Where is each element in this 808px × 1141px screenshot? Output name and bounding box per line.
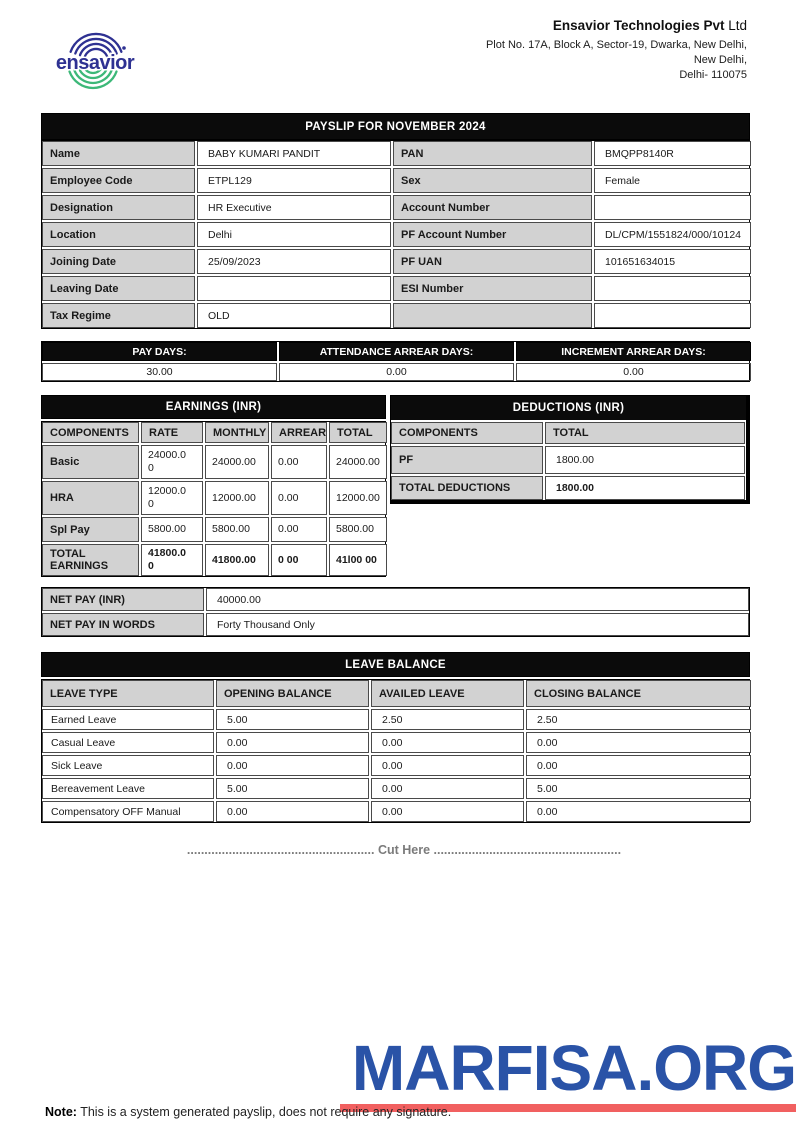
total-earnings-total: 41l00 00 — [329, 544, 387, 576]
field-label: PF UAN — [393, 249, 592, 274]
leave-type: Compensatory OFF Manual — [42, 801, 214, 822]
total-earnings-arrear: 0 00 — [271, 544, 327, 576]
column-header: COMPONENTS — [391, 422, 543, 444]
total-earnings-label: TOTAL EARNINGS — [42, 544, 139, 576]
field-value: BMQPP8140R — [594, 141, 751, 166]
watermark-text: MARFISA.ORG — [351, 1032, 796, 1104]
field-label: Leaving Date — [42, 276, 195, 301]
field-label: Employee Code — [42, 168, 195, 193]
address-line: New Delhi, — [693, 54, 747, 66]
address-line: Plot No. 17A, Block A, Sector-19, Dwarka, New Delhi, — [485, 39, 747, 51]
net-pay-label: NET PAY (INR) — [42, 588, 204, 611]
field-value: ETPL129 — [197, 168, 391, 193]
component-name: Basic — [42, 445, 139, 479]
field-label: Joining Date — [42, 249, 195, 274]
monthly-value: 12000.00 — [205, 481, 269, 515]
cut-here-dots-left: ...................................................... — [186, 843, 375, 857]
logo-text: ensavior — [55, 52, 135, 74]
opening-balance: 0.00 — [216, 755, 369, 776]
pay-days-table — [41, 341, 750, 382]
address-line: Delhi- 110075 — [679, 69, 747, 81]
company-name-main: Ensavior Technologies Pvt — [552, 18, 725, 33]
company-name — [486, 18, 747, 33]
logo-dot — [122, 46, 126, 50]
field-value: 101651634015 — [594, 249, 751, 274]
field-label: Designation — [42, 195, 195, 220]
field-label: ESI Number — [393, 276, 592, 301]
field-label: Account Number — [393, 195, 592, 220]
leave-type: Sick Leave — [42, 755, 214, 776]
total-deductions-value: 1800.00 — [545, 476, 745, 500]
availed-leave: 0.00 — [371, 732, 524, 753]
closing-balance: 0.00 — [526, 732, 751, 753]
field-value: HR Executive — [197, 195, 391, 220]
pay-days-value: 30.00 — [42, 363, 277, 381]
column-header: TOTAL — [545, 422, 745, 444]
employee-info-table — [41, 140, 750, 329]
column-header: MONTHLY — [205, 422, 269, 443]
field-value: 25/09/2023 — [197, 249, 391, 274]
field-value — [594, 303, 751, 328]
field-value — [197, 276, 391, 301]
component-name: PF — [391, 446, 543, 474]
total-earnings-rate: 41800.00 — [141, 544, 203, 576]
leave-type: Earned Leave — [42, 709, 214, 730]
cut-here-line — [0, 843, 808, 857]
cut-here-dots-right: ...................................................... — [433, 843, 622, 857]
rate-value: 12000.00 — [141, 481, 203, 515]
deductions-grid — [391, 422, 746, 500]
earnings-grid — [41, 421, 386, 577]
field-label: PF Account Number — [393, 222, 592, 247]
attendance-arrear-value: 0.00 — [279, 363, 514, 381]
field-value: Delhi — [197, 222, 391, 247]
field-value: Female — [594, 168, 751, 193]
attendance-arrear-header: ATTENDANCE ARREAR DAYS: — [279, 342, 514, 361]
field-label: PAN — [393, 141, 592, 166]
note-prefix: Note: — [45, 1105, 77, 1119]
field-label: Location — [42, 222, 195, 247]
footer-note — [45, 1105, 451, 1119]
component-name: Spl Pay — [42, 517, 139, 542]
field-label: Sex — [393, 168, 592, 193]
leave-type: Bereavement Leave — [42, 778, 214, 799]
total-earnings-monthly: 41800.00 — [205, 544, 269, 576]
arrear-value: 0.00 — [271, 445, 327, 479]
closing-balance: 0.00 — [526, 755, 751, 776]
company-name-suffix: Ltd — [724, 18, 747, 33]
net-pay-value: 40000.00 — [206, 588, 749, 611]
column-header: TOTAL — [329, 422, 387, 443]
field-label — [393, 303, 592, 328]
deduction-total: 1800.00 — [545, 446, 745, 474]
availed-leave: 0.00 — [371, 755, 524, 776]
leave-balance-table — [41, 652, 750, 823]
leave-balance-title: LEAVE BALANCE — [41, 652, 750, 677]
arrear-value: 0.00 — [271, 481, 327, 515]
company-header — [486, 18, 747, 83]
pay-days-header: PAY DAYS: — [42, 342, 277, 361]
net-pay-words-label: NET PAY IN WORDS — [42, 613, 204, 636]
total-value: 24000.00 — [329, 445, 387, 479]
note-text: This is a system generated payslip, does not require any signature. — [76, 1105, 452, 1119]
opening-balance: 5.00 — [216, 778, 369, 799]
field-value: DL/CPM/1551824/000/10124 — [594, 222, 751, 247]
availed-leave: 0.00 — [371, 778, 524, 799]
total-value: 5800.00 — [329, 517, 387, 542]
closing-balance: 5.00 — [526, 778, 751, 799]
field-label: Name — [42, 141, 195, 166]
arrear-value: 0.00 — [271, 517, 327, 542]
field-value: OLD — [197, 303, 391, 328]
closing-balance: 0.00 — [526, 801, 751, 822]
column-header: AVAILED LEAVE — [371, 680, 524, 707]
column-header: ARREAR — [271, 422, 327, 443]
earnings-table — [41, 395, 386, 577]
monthly-value: 24000.00 — [205, 445, 269, 479]
opening-balance: 5.00 — [216, 709, 369, 730]
net-pay-table — [41, 587, 750, 637]
rate-value: 5800.00 — [141, 517, 203, 542]
availed-leave: 0.00 — [371, 801, 524, 822]
deductions-table — [390, 395, 750, 504]
field-value — [594, 276, 751, 301]
closing-balance: 2.50 — [526, 709, 751, 730]
leave-type: Casual Leave — [42, 732, 214, 753]
field-value — [594, 195, 751, 220]
field-label: Tax Regime — [42, 303, 195, 328]
payslip-title: PAYSLIP FOR NOVEMBER 2024 — [41, 113, 750, 140]
opening-balance: 0.00 — [216, 801, 369, 822]
company-logo — [45, 20, 145, 92]
column-header: CLOSING BALANCE — [526, 680, 751, 707]
deductions-title: DEDUCTIONS (INR) — [391, 396, 746, 420]
increment-arrear-value: 0.00 — [516, 363, 751, 381]
earnings-title: EARNINGS (INR) — [41, 395, 386, 419]
column-header: OPENING BALANCE — [216, 680, 369, 707]
field-value: BABY KUMARI PANDIT — [197, 141, 391, 166]
total-deductions-label: TOTAL DEDUCTIONS — [391, 476, 543, 500]
availed-leave: 2.50 — [371, 709, 524, 730]
cut-here-label: Cut Here — [374, 843, 434, 857]
column-header: LEAVE TYPE — [42, 680, 214, 707]
monthly-value: 5800.00 — [205, 517, 269, 542]
increment-arrear-header: INCREMENT ARREAR DAYS: — [516, 342, 751, 361]
total-value: 12000.00 — [329, 481, 387, 515]
rate-value: 24000.00 — [141, 445, 203, 479]
opening-balance: 0.00 — [216, 732, 369, 753]
net-pay-words-value: Forty Thousand Only — [206, 613, 749, 636]
column-header: RATE — [141, 422, 203, 443]
column-header: COMPONENTS — [42, 422, 139, 443]
component-name: HRA — [42, 481, 139, 515]
leave-balance-grid — [41, 679, 750, 823]
company-address — [486, 38, 747, 83]
